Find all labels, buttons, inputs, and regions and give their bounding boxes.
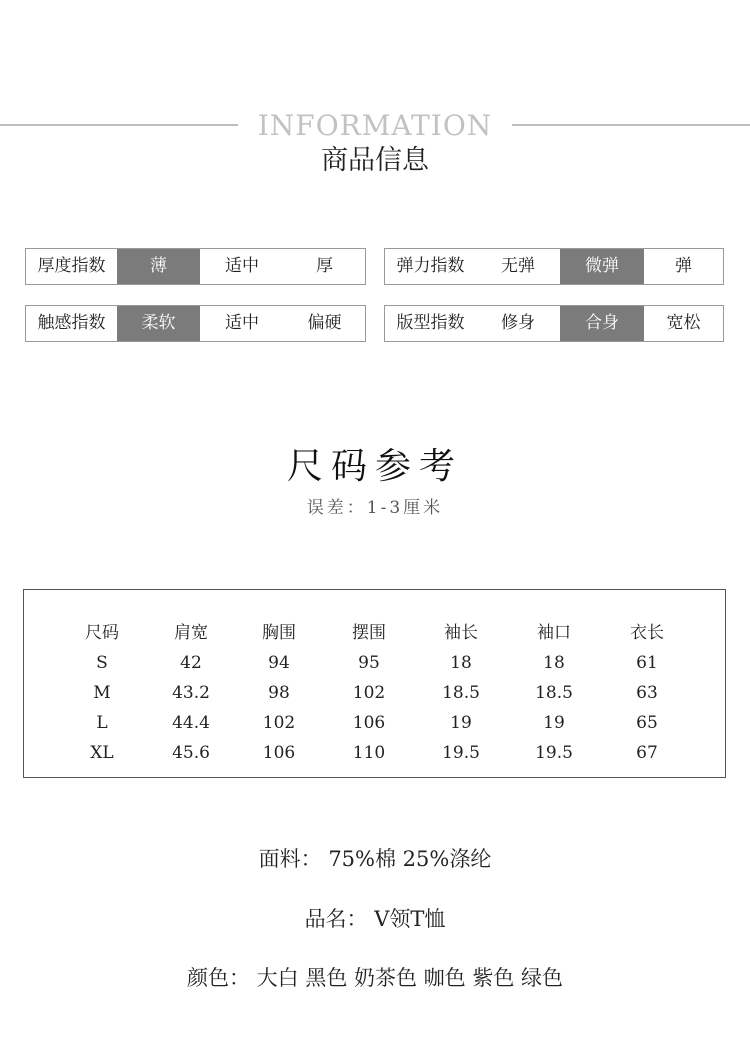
thickness-option-thick: 厚 bbox=[316, 256, 333, 276]
table-cell: 94 bbox=[268, 653, 290, 673]
table-header-size: 尺码 bbox=[85, 623, 119, 643]
touch-index bbox=[25, 305, 366, 342]
header-divider-left bbox=[0, 124, 238, 126]
table-cell: 42 bbox=[180, 653, 202, 673]
size-table bbox=[23, 589, 726, 778]
elasticity-index bbox=[384, 248, 724, 285]
thickness-option-medium: 适中 bbox=[225, 256, 259, 276]
table-header-cuff: 袖口 bbox=[537, 623, 571, 643]
table-cell: M bbox=[93, 683, 111, 703]
table-cell: 19 bbox=[543, 713, 565, 733]
thickness-index bbox=[25, 248, 366, 285]
fit-option-regular: 合身 bbox=[560, 306, 644, 341]
table-cell: 106 bbox=[352, 713, 386, 733]
touch-index-label: 触感指数 bbox=[37, 313, 106, 333]
elasticity-option-slight: 微弹 bbox=[560, 249, 644, 284]
touch-option-soft: 柔软 bbox=[117, 306, 200, 341]
thickness-option-thin: 薄 bbox=[117, 249, 200, 284]
table-cell: 110 bbox=[352, 743, 386, 763]
table-cell: 18.5 bbox=[535, 683, 573, 703]
table-cell: 44.4 bbox=[172, 713, 210, 733]
touch-option-firm: 偏硬 bbox=[307, 313, 342, 333]
table-cell: 98 bbox=[268, 683, 290, 703]
table-header-sleeve-length: 袖长 bbox=[444, 623, 478, 643]
colors-line: 颜色： 大白 黑色 奶茶色 咖色 紫色 绿色 bbox=[186, 966, 564, 990]
table-cell: 61 bbox=[636, 653, 658, 673]
table-cell: 19.5 bbox=[442, 743, 480, 763]
fit-index bbox=[384, 305, 724, 342]
elasticity-option-none: 无弹 bbox=[501, 256, 535, 276]
fit-option-slim: 修身 bbox=[501, 313, 535, 333]
thickness-index-label: 厚度指数 bbox=[37, 256, 106, 276]
table-header-shoulder: 肩宽 bbox=[174, 623, 208, 643]
table-cell: 106 bbox=[262, 743, 296, 763]
fit-option-loose: 宽松 bbox=[666, 313, 701, 333]
table-cell: 65 bbox=[636, 713, 658, 733]
elasticity-index-label: 弹力指数 bbox=[396, 256, 465, 276]
product-name-line: 品名： V领T恤 bbox=[304, 907, 446, 931]
table-cell: 102 bbox=[352, 683, 386, 703]
table-cell: 67 bbox=[636, 743, 658, 763]
table-cell: 18 bbox=[543, 653, 565, 673]
table-cell: XL bbox=[90, 743, 114, 763]
touch-option-medium: 适中 bbox=[225, 313, 259, 333]
table-cell: 19.5 bbox=[535, 743, 573, 763]
table-cell: 45.6 bbox=[172, 743, 210, 763]
fit-index-label: 版型指数 bbox=[396, 313, 465, 333]
elasticity-option-stretch: 弹 bbox=[675, 256, 692, 276]
size-title: 尺码参考 bbox=[286, 446, 463, 487]
table-cell: 19 bbox=[450, 713, 472, 733]
table-cell: 18.5 bbox=[442, 683, 480, 703]
table-cell: L bbox=[96, 713, 108, 733]
table-header-length: 衣长 bbox=[630, 623, 664, 643]
fabric-line: 面料： 75%棉 25%涤纶 bbox=[258, 847, 492, 871]
header-title-cn: 商品信息 bbox=[321, 145, 429, 176]
size-subtitle: 误差：1-3厘米 bbox=[306, 498, 444, 518]
table-cell: 95 bbox=[358, 653, 380, 673]
table-cell: 18 bbox=[450, 653, 472, 673]
table-header-chest: 胸围 bbox=[262, 623, 296, 643]
table-cell: 102 bbox=[262, 713, 296, 733]
table-header-hem: 摆围 bbox=[352, 623, 386, 643]
table-cell: 43.2 bbox=[172, 683, 210, 703]
table-cell: S bbox=[96, 653, 108, 673]
header-title-en: INFORMATION bbox=[257, 109, 493, 142]
header-divider-right bbox=[512, 124, 750, 126]
table-cell: 63 bbox=[636, 683, 658, 703]
